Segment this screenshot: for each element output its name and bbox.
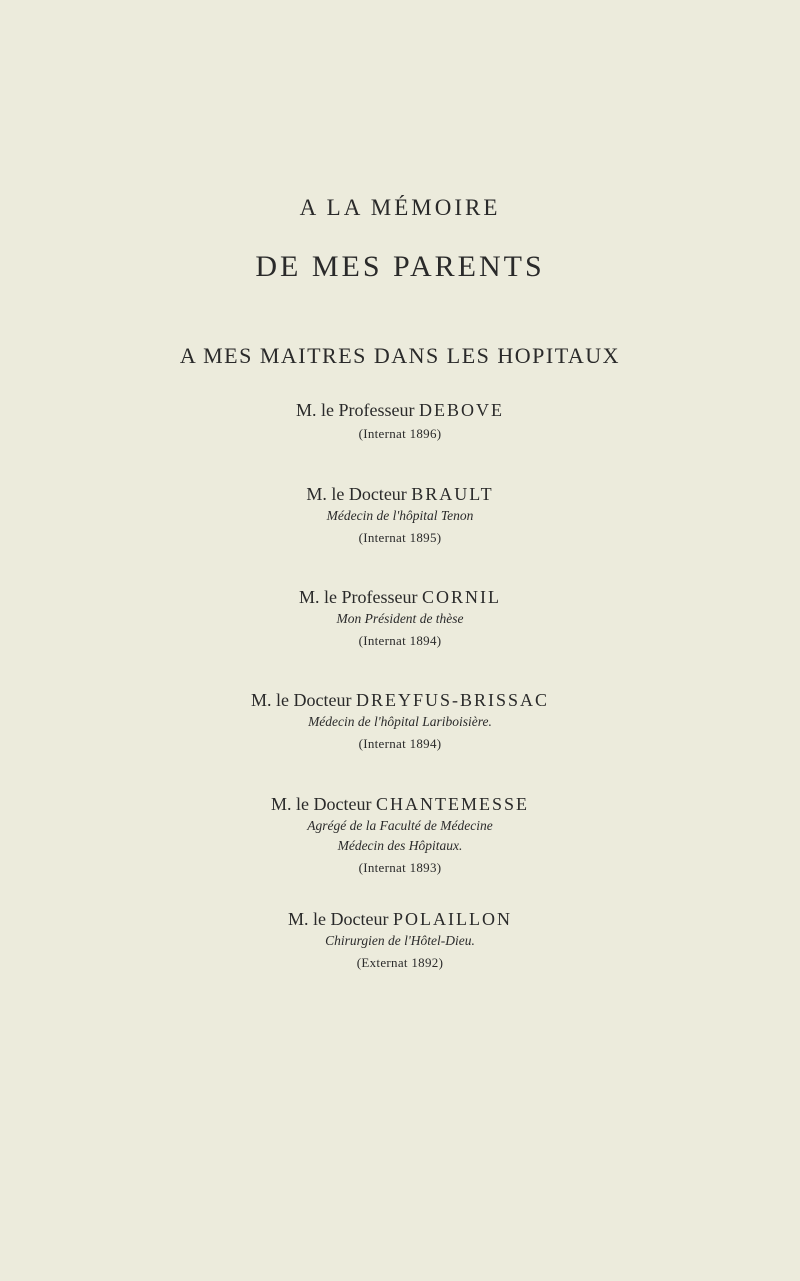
mentor-prefix: M. le Docteur: [271, 794, 372, 814]
mentor-prefix: M. le Docteur: [250, 690, 352, 710]
mentor-entry-cornil: [0, 585, 800, 653]
mentor-surname: CORNIL: [421, 587, 501, 607]
mentor-internat: (Externat 1892): [356, 955, 444, 970]
dedication-line-maitres: A MES MAITRES DANS LES HOPITAUX: [179, 343, 621, 368]
mentor-internat: (Internat 1896): [358, 426, 442, 441]
mentor-role: Agrégé de la Faculté de Médecine: [307, 818, 493, 833]
mentor-surname: CHANTEMESSE: [375, 794, 529, 814]
mentor-entry-debove: [0, 398, 800, 446]
dedication-line-parents: DE MES PARENTS: [255, 250, 545, 283]
mentor-name: [0, 907, 800, 931]
mentor-name: [0, 688, 800, 712]
mentor-prefix: M. le Docteur: [288, 909, 389, 929]
mentor-entry-chantemesse: [0, 792, 800, 880]
mentor-name: [0, 398, 800, 422]
mentor-name: [0, 585, 800, 609]
mentor-prefix: M. le Professeur: [299, 587, 418, 607]
mentor-surname: DREYFUS-BRISSAC: [355, 690, 549, 710]
dedication-line-memoire: A LA MÉMOIRE: [299, 195, 501, 220]
mentor-prefix: M. le Professeur: [296, 400, 415, 420]
mentor-role: Chirurgien de l'Hôtel-Dieu.: [325, 933, 475, 948]
mentor-role: Médecin des Hôpitaux.: [337, 838, 463, 853]
mentor-internat: (Internat 1893): [358, 860, 442, 875]
mentor-internat: (Internat 1894): [358, 736, 442, 751]
mentor-role: Mon Président de thèse: [336, 611, 464, 626]
mentor-name: [0, 482, 800, 506]
mentor-surname: BRAULT: [411, 484, 494, 504]
mentor-role: Médecin de l'hôpital Lariboisière.: [308, 714, 492, 729]
mentor-entry-polaillon: [0, 907, 800, 975]
mentor-entry-dreyfus-brissac: [0, 688, 800, 756]
mentor-surname: DEBOVE: [418, 400, 504, 420]
mentor-name: [0, 792, 800, 816]
mentor-prefix: M. le Docteur: [306, 484, 407, 504]
mentor-surname: POLAILLON: [392, 909, 512, 929]
mentor-role: Médecin de l'hôpital Tenon: [326, 508, 474, 523]
mentor-internat: (Internat 1895): [358, 530, 442, 545]
mentor-entry-brault: [0, 482, 800, 550]
mentor-internat: (Internat 1894): [358, 633, 442, 648]
